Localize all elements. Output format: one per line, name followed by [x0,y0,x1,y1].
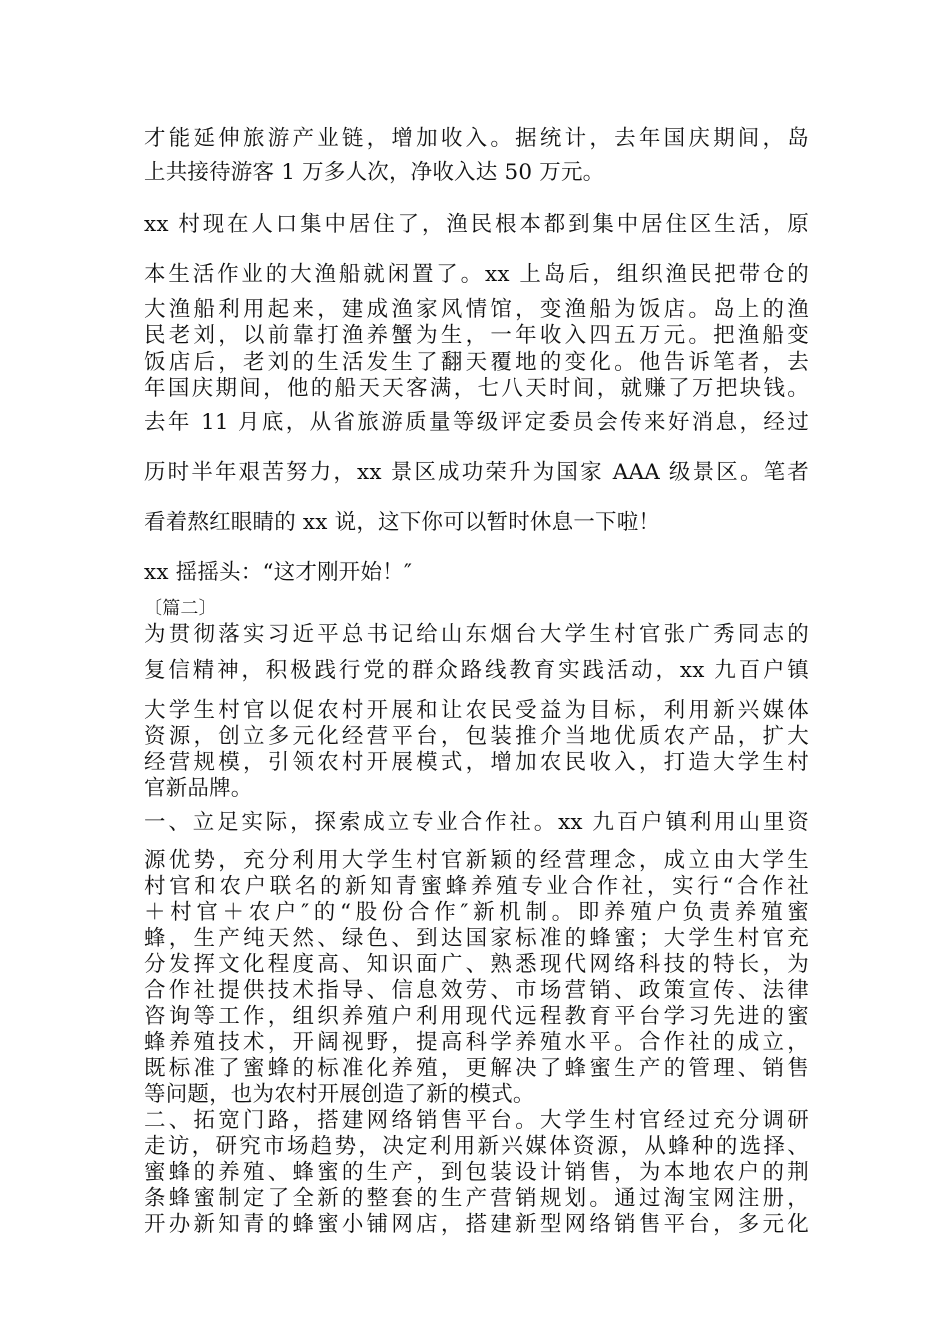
paragraph-line: 咨询等工作，组织养殖户利用现代远程教育平台学习先进的蜜 [144,1004,809,1029]
paragraph-line: 蜂养殖技术，开阔视野，提高科学养殖水平。合作社的成立， [144,1030,809,1055]
paragraph-line: 开办新知青的蜂蜜小铺网店，搭建新型网络销售平台，多元化 [144,1212,809,1237]
paragraph-line: 村官和农户联名的新知青蜜蜂养殖专业合作社，实行“合作社 [144,874,809,899]
paragraph-line: 大学生村官以促农村开展和让农民受益为目标，利用新兴媒体 [144,698,809,723]
paragraph-line: 等问题，也为农村开展创造了新的模式。 [144,1082,535,1107]
paragraph-line: xx 摇摇头：“这才刚开始！″ [144,560,413,585]
paragraph-line: 官新品牌。 [144,776,253,801]
paragraph-line: 源优势，充分利用大学生村官新颖的经营理念，成立由大学生 [144,848,809,873]
paragraph-line: 蜜蜂的养殖、蜂蜜的生产，到包装设计销售，为本地农户的荆 [144,1160,809,1185]
paragraph-line: 走访，研究市场趋势，决定利用新兴媒体资源，从蜂种的选择、 [144,1134,809,1159]
paragraph-line: 历时半年艰苦努力，xx 景区成功荣升为国家 AAA 级景区。笔者 [144,460,809,485]
paragraph-line: 经营规模，引领农村开展模式，增加农民收入，打造大学生村 [144,750,809,775]
paragraph-line: 年国庆期间，他的船天天客满，七八天时间，就赚了万把块钱。 [144,376,809,401]
paragraph-line: 条蜂蜜制定了全新的整套的生产营销规划。通过淘宝网注册， [144,1186,809,1211]
paragraph-line: 蜂，生产纯天然、绿色、到达国家标准的蜂蜜；大学生村官充 [144,926,809,951]
section-heading: 〔篇二〕 [144,598,217,619]
paragraph-line: 去年 11 月底，从省旅游质量等级评定委员会传来好消息，经过 [144,410,809,435]
paragraph-line: 合作社提供技术指导、信息效劳、市场营销、政策宣传、法律 [144,978,809,1003]
paragraph-line: 资源，创立多元化经营平台，包装推介当地优质农产品，扩大 [144,724,809,749]
paragraph-line: 分发挥文化程度高、知识面广、熟悉现代网络科技的特长，为 [144,952,809,977]
document-page [144,0,809,1344]
paragraph-line: 既标准了蜜蜂的标准化养殖，更解决了蜂蜜生产的管理、销售 [144,1056,809,1081]
paragraph-line: 本生活作业的大渔船就闲置了。xx 上岛后，组织渔民把带仓的 [144,262,809,287]
paragraph-line: 饭店后，老刘的生活发生了翻天覆地的变化。他告诉笔者，去 [144,350,809,375]
paragraph-line: 看着熬红眼睛的 xx 说，这下你可以暂时休息一下啦！ [144,510,661,535]
paragraph-line: 上共接待游客 1 万多人次，净收入达 50 万元。 [144,160,605,185]
paragraph-line: xx 村现在人口集中居住了，渔民根本都到集中居住区生活，原 [144,212,809,237]
paragraph-line: 复信精神，积极践行党的群众路线教育实践活动，xx 九百户镇 [144,658,809,683]
paragraph-line: 为贯彻落实习近平总书记给山东烟台大学生村官张广秀同志的 [144,622,809,647]
paragraph-line: ＋村官＋农户″的“股份合作″新机制。即养殖户负责养殖蜜 [144,900,809,925]
paragraph-line: 才能延伸旅游产业链，增加收入。据统计，去年国庆期间，岛 [144,126,809,151]
paragraph-line: 大渔船利用起来，建成渔家风情馆，变渔船为饭店。岛上的渔 [144,297,809,322]
paragraph-line: 民老刘，以前靠打渔养蟹为生，一年收入四五万元。把渔船变 [144,323,809,348]
paragraph-line: 二、拓宽门路，搭建网络销售平台。大学生村官经过充分调研 [144,1108,809,1133]
paragraph-line: 一、立足实际，探索成立专业合作社。xx 九百户镇利用山里资 [144,810,809,835]
